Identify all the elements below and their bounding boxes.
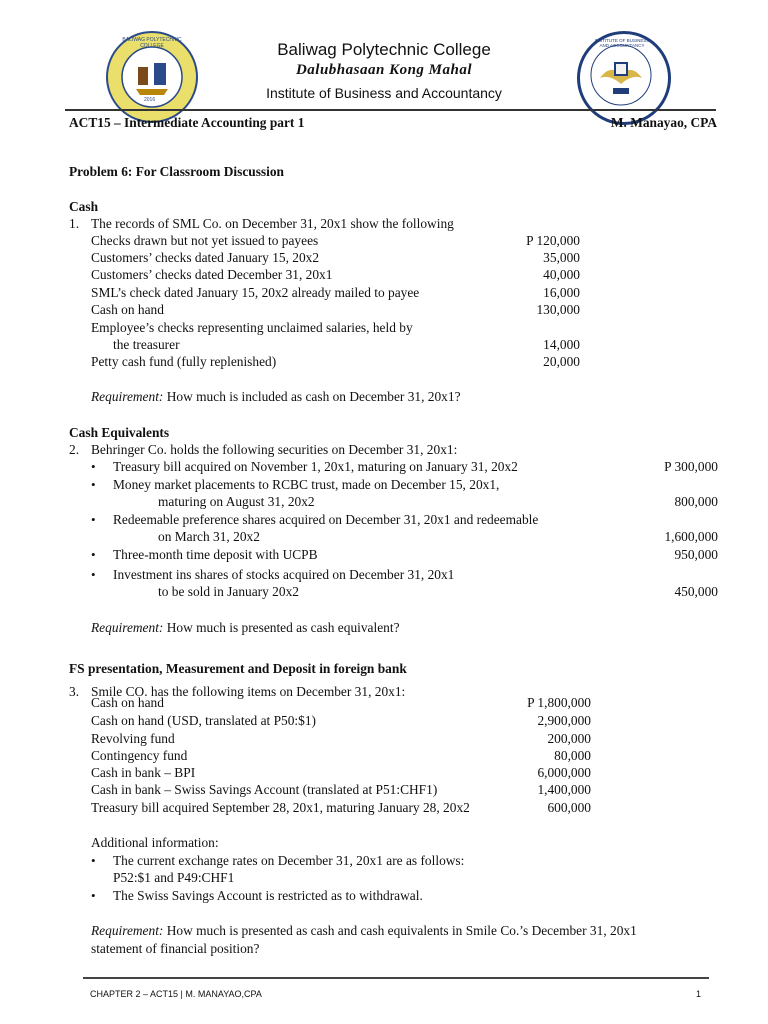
cash-item-amount: 20,000	[543, 354, 580, 369]
bullet-icon: •	[91, 477, 96, 492]
additional-info-line-continued: P52:$1 and P49:CHF1	[113, 870, 235, 885]
fs-item-amount: 80,000	[554, 748, 591, 763]
fs-item-label: Cash on hand (USD, translated at P50:$1)	[91, 713, 317, 728]
equiv-item-label: Redeemable preference shares acquired on December 31, 20x1 and redeemable	[113, 512, 539, 527]
page-number: 1	[696, 989, 702, 999]
bullet-icon: •	[91, 567, 96, 582]
equiv-item-label-continued: to be sold in January 20x2	[158, 584, 299, 599]
bullet-icon: •	[91, 512, 96, 527]
requirement-label: Requirement:	[91, 923, 164, 938]
cash-intro: The records of SML Co. on December 31, 20x1 show the following	[91, 216, 454, 231]
college-name: Baliwag Polytechnic College	[277, 40, 491, 59]
cash-item-label: Customers’ checks dated December 31, 20x1	[91, 267, 333, 282]
fs-intro: Smile CO. has the following items on December 31, 20x1:	[91, 684, 406, 699]
equiv-item-label: Investment ins shares of stocks acquired on December 31, 20x1	[113, 567, 455, 582]
equiv-item-amount: 800,000	[674, 494, 718, 509]
cash-requirement	[91, 389, 461, 405]
requirement-text: How much is presented as cash and cash equivalents in Smile Co.’s December 31, 20x1	[166, 923, 637, 938]
requirement-text: How much is presented as cash equivalent?	[166, 620, 400, 635]
equiv-number: 2.	[69, 442, 80, 457]
equiv-item-label: Treasury bill acquired on November 1, 20x1, maturing on January 31, 20x2	[113, 459, 518, 474]
cash-item-amount: 35,000	[543, 250, 580, 265]
bullet-icon: •	[91, 853, 96, 868]
footer-label: CHAPTER 2 – ACT15 | M. MANAYAO,CPA	[90, 989, 262, 999]
fs-item-label: Revolving fund	[91, 731, 175, 746]
cash-item-label: SML’s check dated January 15, 20x2 already mailed to payee	[91, 285, 420, 300]
cash-number: 1.	[69, 216, 80, 231]
bullet-icon: •	[91, 459, 96, 474]
fs-number: 3.	[69, 684, 80, 699]
fs-item-amount: 600,000	[547, 800, 591, 815]
left-seal-text: BALIWAG POLYTECHNIC COLLEGE	[122, 37, 182, 49]
college-subtitle: Dalubhasaan Kong Mahal	[295, 62, 473, 78]
equiv-item-amount: 450,000	[674, 584, 718, 599]
left-seal-year: 2016	[144, 97, 156, 103]
fs-requirement	[91, 923, 637, 939]
problem-title: Problem 6: For Classroom Discussion	[69, 164, 284, 179]
equiv-requirement	[91, 620, 400, 636]
fs-heading: FS presentation, Measurement and Deposit in foreign bank	[69, 661, 407, 676]
cash-item-label: Checks drawn but not yet issued to payees	[91, 233, 319, 248]
equiv-heading: Cash Equivalents	[69, 425, 170, 440]
cash-item-label: Customers’ checks dated January 15, 20x2	[91, 250, 320, 265]
cash-item-amount: 40,000	[543, 267, 580, 282]
cash-item-amount: 14,000	[543, 337, 580, 352]
equiv-item-amount: 950,000	[674, 547, 718, 562]
fs-item-amount: 1,400,000	[537, 782, 591, 797]
requirement-label: Requirement:	[91, 620, 164, 635]
right-seal-text: INSTITUTE OF BUSINESS AND ACCOUNTANCY	[594, 38, 650, 48]
fs-item-amount: 200,000	[547, 731, 591, 746]
additional-info-heading: Additional information:	[91, 835, 219, 850]
cash-item-amount: P 120,000	[526, 233, 580, 248]
cash-item-amount: 130,000	[536, 302, 580, 317]
additional-info-line: The Swiss Savings Account is restricted as to withdrawal.	[113, 888, 423, 903]
requirement-label: Requirement:	[91, 389, 164, 404]
cash-item-label: Cash on hand	[91, 302, 164, 317]
fs-item-label: Cash on hand	[91, 695, 164, 710]
footer-divider	[83, 977, 709, 979]
fs-item-label: Contingency fund	[91, 748, 188, 763]
bullet-icon: •	[91, 888, 96, 903]
course-title: ACT15 – Intermediate Accounting part 1	[69, 115, 305, 130]
equiv-item-label: Money market placements to RCBC trust, made on December 15, 20x1,	[113, 477, 500, 492]
cash-heading: Cash	[69, 199, 99, 214]
instructor-name: M. Manayao, CPA	[610, 115, 717, 130]
fs-requirement-continued: statement of financial position?	[91, 941, 260, 956]
equiv-item-label-continued: on March 31, 20x2	[158, 529, 260, 544]
institute-name: Institute of Business and Accountancy	[266, 85, 502, 101]
additional-info-line: The current exchange rates on December 31, 20x1 are as follows:	[113, 853, 465, 868]
cash-item-label: Petty cash fund (fully replenished)	[91, 354, 277, 369]
equiv-item-label-continued: maturing on August 31, 20x2	[158, 494, 315, 509]
fs-item-amount: 2,900,000	[537, 713, 591, 728]
fs-item-label: Treasury bill acquired September 28, 20x1, maturing January 28, 20x2	[91, 800, 470, 815]
fs-item-amount: 6,000,000	[537, 765, 591, 780]
equiv-item-label: Three-month time deposit with UCPB	[113, 547, 318, 562]
fs-item-label: Cash in bank – Swiss Savings Account (translated at P51:CHF1)	[91, 782, 438, 797]
equiv-item-amount: 1,600,000	[664, 529, 718, 544]
fs-item-label: Cash in bank – BPI	[91, 765, 196, 780]
equiv-item-amount: P 300,000	[664, 459, 718, 474]
cash-item-label-continued: the treasurer	[113, 337, 180, 352]
fs-item-amount: P 1,800,000	[527, 695, 591, 710]
bullet-icon: •	[91, 547, 96, 562]
equiv-intro: Behringer Co. holds the following securities on December 31, 20x1:	[91, 442, 458, 457]
header-divider	[65, 109, 716, 111]
requirement-text: How much is included as cash on December 31, 20x1?	[166, 389, 461, 404]
cash-item-amount: 16,000	[543, 285, 580, 300]
cash-item-label: Employee’s checks representing unclaimed salaries, held by	[91, 320, 413, 335]
